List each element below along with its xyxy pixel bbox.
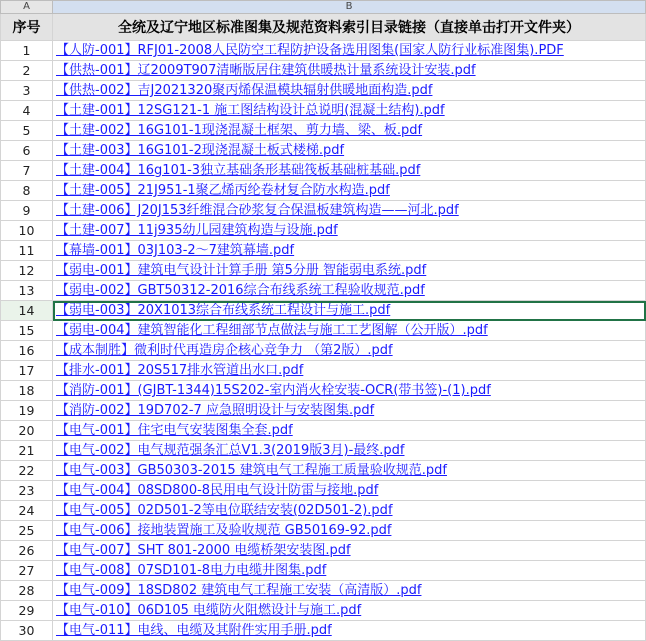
- table-row: [1, 241, 646, 261]
- file-hyperlink[interactable]: 【土建-002】16G101-1现浇混凝土框架、剪力墙、梁、板.pdf: [56, 123, 423, 138]
- row-number-cell[interactable]: 17: [1, 361, 53, 381]
- table-row: [1, 561, 646, 581]
- file-hyperlink[interactable]: 【供热-002】吉J2021320聚丙烯保温模块辐射供暖地面构造.pdf: [56, 83, 433, 98]
- table-row: [1, 361, 646, 381]
- table-row: [1, 261, 646, 281]
- row-number-cell[interactable]: 30: [1, 621, 53, 641]
- row-number-cell[interactable]: 25: [1, 521, 53, 541]
- row-number-cell[interactable]: 24: [1, 501, 53, 521]
- file-link-cell[interactable]: [53, 41, 646, 61]
- row-number-cell[interactable]: 27: [1, 561, 53, 581]
- file-link-cell[interactable]: [53, 61, 646, 81]
- file-hyperlink[interactable]: 【电气-008】07SD101-8电力电缆井图集.pdf: [56, 563, 327, 578]
- file-link-cell[interactable]: [53, 361, 646, 381]
- file-hyperlink[interactable]: 【土建-001】12SG121-1 施工图结构设计总说明(混凝土结构).pdf: [56, 103, 445, 118]
- file-hyperlink[interactable]: 【电气-002】电气规范强条汇总V1.3(2019版3月)-最终.pdf: [56, 443, 405, 458]
- table-row: [1, 281, 646, 301]
- row-number-cell[interactable]: 1: [1, 41, 53, 61]
- table-row: [1, 321, 646, 341]
- file-hyperlink[interactable]: 【电气-010】06D105 电缆防火阻燃设计与施工.pdf: [56, 603, 362, 618]
- file-hyperlink[interactable]: 【电气-004】08SD800-8民用电气设计防雷与接地.pdf: [56, 483, 379, 498]
- file-link-cell[interactable]: [53, 481, 646, 501]
- row-number-cell[interactable]: 28: [1, 581, 53, 601]
- file-link-cell[interactable]: [53, 581, 646, 601]
- file-hyperlink[interactable]: 【弱电-001】建筑电气设计计算手册 第5分册 智能弱电系统.pdf: [56, 263, 427, 278]
- file-link-cell[interactable]: [53, 121, 646, 141]
- table-row: [1, 601, 646, 621]
- file-link-cell[interactable]: [53, 521, 646, 541]
- row-number-cell[interactable]: 16: [1, 341, 53, 361]
- file-link-cell[interactable]: [53, 321, 646, 341]
- file-link-cell[interactable]: [53, 341, 646, 361]
- table-row: [1, 581, 646, 601]
- file-link-cell[interactable]: [53, 441, 646, 461]
- table-row: [1, 421, 646, 441]
- file-hyperlink[interactable]: 【消防-002】19D702-7 应急照明设计与安装图集.pdf: [56, 403, 375, 418]
- row-number-cell[interactable]: 3: [1, 81, 53, 101]
- file-hyperlink[interactable]: 【弱电-004】建筑智能化工程细部节点做法与施工工艺图解（公开版）.pdf: [56, 323, 488, 338]
- file-hyperlink[interactable]: 【消防-001】(GJBT-1344)15S202-室内消火栓安装-OCR(带书签)-(1).pdf: [56, 383, 491, 398]
- file-link-cell[interactable]: [53, 461, 646, 481]
- file-hyperlink[interactable]: 【电气-009】18SD802 建筑电气工程施工安装（高清版）.pdf: [56, 583, 422, 598]
- column-header-row: [1, 1, 646, 14]
- row-number-cell[interactable]: 23: [1, 481, 53, 501]
- table-row: [1, 621, 646, 641]
- file-link-cell[interactable]: [53, 401, 646, 421]
- file-link-cell[interactable]: [53, 181, 646, 201]
- file-hyperlink[interactable]: 【排水-001】20S517排水管道出水口.pdf: [56, 363, 304, 378]
- file-link-cell[interactable]: [53, 81, 646, 101]
- row-number-cell[interactable]: 18: [1, 381, 53, 401]
- file-hyperlink[interactable]: 【电气-005】02D501-2等电位联结安装(02D501-2).pdf: [56, 503, 393, 518]
- column-header-b[interactable]: B: [53, 1, 646, 14]
- row-number-cell[interactable]: 8: [1, 181, 53, 201]
- file-hyperlink[interactable]: 【电气-011】电线、电缆及其附件实用手册.pdf: [56, 623, 332, 638]
- table-row: [1, 461, 646, 481]
- file-hyperlink[interactable]: 【土建-005】21J951-1聚乙烯丙纶卷材复合防水构造.pdf: [56, 183, 390, 198]
- file-hyperlink[interactable]: 【供热-001】辽2009T907清晰版居住建筑供暖热计量系统设计安装.pdf: [56, 63, 476, 78]
- file-link-cell[interactable]: [53, 501, 646, 521]
- file-link-cell[interactable]: [53, 421, 646, 441]
- seq-header-cell[interactable]: 序号: [1, 14, 53, 41]
- row-number-cell[interactable]: 21: [1, 441, 53, 461]
- file-link-cell[interactable]: [53, 621, 646, 641]
- row-number-cell[interactable]: 20: [1, 421, 53, 441]
- row-number-cell[interactable]: 2: [1, 61, 53, 81]
- file-link-cell[interactable]: [53, 241, 646, 261]
- file-hyperlink[interactable]: 【土建-006】J20J153纤维混合砂浆复合保温板建筑构造——河北.pdf: [56, 203, 459, 218]
- table-row: [1, 221, 646, 241]
- file-link-cell[interactable]: [53, 301, 646, 321]
- table-row: [1, 541, 646, 561]
- table-row: [1, 401, 646, 421]
- table-row: [1, 181, 646, 201]
- table-row: [1, 61, 646, 81]
- file-link-cell[interactable]: [53, 281, 646, 301]
- file-link-cell[interactable]: [53, 381, 646, 401]
- file-link-cell[interactable]: [53, 261, 646, 281]
- row-number-cell[interactable]: 11: [1, 241, 53, 261]
- row-number-cell[interactable]: 26: [1, 541, 53, 561]
- file-hyperlink[interactable]: 【土建-003】16G101-2现浇混凝土板式楼梯.pdf: [56, 143, 345, 158]
- table-row: [1, 441, 646, 461]
- file-link-cell[interactable]: [53, 561, 646, 581]
- table-row: [1, 381, 646, 401]
- table-row: [1, 201, 646, 221]
- file-hyperlink[interactable]: 【土建-004】16g101-3独立基础条形基础筏板基础桩基础.pdf: [56, 163, 421, 178]
- file-hyperlink[interactable]: 【电气-006】接地装置施工及验收规范 GB50169-92.pdf: [56, 523, 392, 538]
- file-link-cell[interactable]: [53, 541, 646, 561]
- file-hyperlink[interactable]: 【人防-001】RFJ01-2008人民防空工程防护设备选用图集(国家人防行业标准图集).PDF: [56, 43, 564, 58]
- table-header-row: [1, 14, 646, 41]
- file-hyperlink[interactable]: 【电气-001】住宅电气安装图集全套.pdf: [56, 423, 293, 438]
- file-hyperlink[interactable]: 【电气-007】SHT 801-2000 电缆桥架安装图.pdf: [56, 543, 351, 558]
- table-row: [1, 481, 646, 501]
- table-row: [1, 501, 646, 521]
- row-number-cell[interactable]: 12: [1, 261, 53, 281]
- title-header-cell[interactable]: 全统及辽宁地区标准图集及规范资料索引目录链接（直接单击打开文件夹）: [53, 14, 646, 41]
- file-link-cell[interactable]: [53, 101, 646, 121]
- row-number-cell[interactable]: 14: [1, 301, 53, 321]
- file-hyperlink[interactable]: 【弱电-002】GBT50312-2016综合布线系统工程验收规范.pdf: [56, 283, 425, 298]
- file-hyperlink[interactable]: 【弱电-003】20X1013综合布线系统工程设计与施工.pdf: [56, 303, 391, 318]
- file-link-cell[interactable]: [53, 201, 646, 221]
- file-hyperlink[interactable]: 【幕墙-001】03J103-2～7建筑幕墙.pdf: [56, 243, 295, 258]
- table-row: [1, 161, 646, 181]
- row-number-cell[interactable]: 15: [1, 321, 53, 341]
- table-row: [1, 301, 646, 321]
- table-row: [1, 521, 646, 541]
- row-number-cell[interactable]: 19: [1, 401, 53, 421]
- table-row: [1, 141, 646, 161]
- table-row: [1, 121, 646, 141]
- row-number-cell[interactable]: 22: [1, 461, 53, 481]
- column-header-a[interactable]: A: [1, 1, 53, 14]
- row-number-cell[interactable]: 10: [1, 221, 53, 241]
- table-row: [1, 341, 646, 361]
- row-number-cell[interactable]: 13: [1, 281, 53, 301]
- file-hyperlink[interactable]: 【成本制胜】微利时代再造房企核心竞争力 （第2版）.pdf: [56, 343, 393, 358]
- row-number-cell[interactable]: 7: [1, 161, 53, 181]
- row-number-cell[interactable]: 4: [1, 101, 53, 121]
- row-number-cell[interactable]: 6: [1, 141, 53, 161]
- file-link-cell[interactable]: [53, 221, 646, 241]
- file-link-cell[interactable]: [53, 601, 646, 621]
- row-number-cell[interactable]: 9: [1, 201, 53, 221]
- file-link-cell[interactable]: [53, 141, 646, 161]
- file-hyperlink[interactable]: 【土建-007】11j935幼儿园建筑构造与设施.pdf: [56, 223, 338, 238]
- file-link-cell[interactable]: [53, 161, 646, 181]
- row-number-cell[interactable]: 5: [1, 121, 53, 141]
- table-row: [1, 41, 646, 61]
- table-row: [1, 81, 646, 101]
- file-hyperlink[interactable]: 【电气-003】GB50303-2015 建筑电气工程施工质量验收规范.pdf: [56, 463, 447, 478]
- table-row: [1, 101, 646, 121]
- row-number-cell[interactable]: 29: [1, 601, 53, 621]
